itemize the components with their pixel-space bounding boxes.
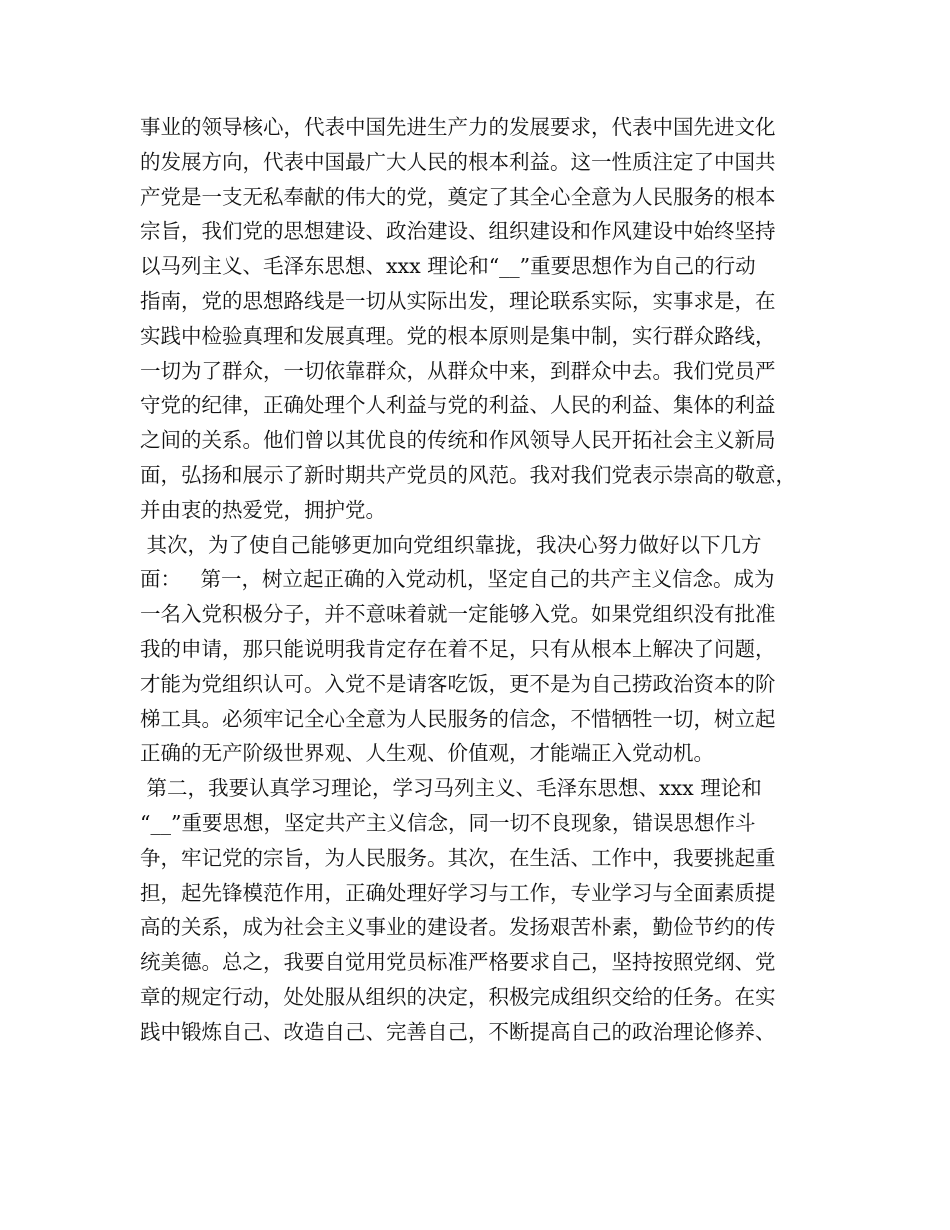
text-line: 高的关系，成为社会主义事业的建设者。发扬艰苦朴素，勤俭节约的传 (140, 915, 776, 940)
text-line: 面，弘扬和展示了新时期共产党员的风范。我对我们党表示崇高的敬意， (140, 462, 796, 487)
body-text (140, 110, 820, 1050)
text-line: 事业的领导核心，代表中国先进生产力的发展要求，代表中国先进文化 (140, 115, 776, 139)
text-line: 宗旨，我们党的思想建设、政治建设、组织建设和作风建设中始终坚持 (140, 219, 776, 244)
text-line: 并由衷的热爱党，拥护党。 (140, 497, 386, 522)
text-line: 正确的无产阶级世界观、人生观、价值观，才能端正入党动机。 (140, 741, 714, 766)
text-line: 产党是一支无私奉献的伟大的党，奠定了其全心全意为人民服务的根本 (140, 184, 776, 209)
text-line: 守党的纪律，正确处理个人利益与党的利益、人民的利益、集体的利益 (140, 393, 776, 418)
text-line: 争，牢记党的宗旨，为人民服务。其次，在生活、工作中，我要挑起重 (140, 845, 776, 870)
text-line: 章的规定行动，处处服从组织的决定，积极完成组织交给的任务。在实 (140, 984, 776, 1009)
text-line: 之间的关系。他们曾以其优良的传统和作风领导人民开拓社会主义新局 (140, 428, 776, 453)
text-line: 一名入党积极分子，并不意味着就一定能够入党。如果党组织没有批准 (140, 602, 776, 627)
text-line: 担，起先锋模范作用，正确处理好学习与工作，专业学习与全面素质提 (140, 880, 776, 905)
text-line: “__”重要思想，坚定共产主义信念，同一切不良现象，错误思想作斗 (140, 810, 756, 835)
text-line: 才能为党组织认可。入党不是请客吃饭，更不是为自己捞政治资本的阶 (140, 671, 776, 696)
text-line: 统美德。总之，我要自觉用党员标准严格要求自己，坚持按照党纲、党 (140, 950, 776, 975)
text-line: 指南，党的思想路线是一切从实际出发，理论联系实际，实事求是，在 (140, 288, 776, 313)
text-line: 第二，我要认真学习理论，学习马列主义、毛泽东思想、xxx 理论和 (140, 776, 762, 801)
text-line: 我的申请，那只能说明我肯定存在着不足，只有从根本上解决了问题， (140, 636, 776, 661)
text-line: 实践中检验真理和发展真理。党的根本原则是集中制，实行群众路线， (140, 323, 776, 348)
text-line: 面： 第一，树立起正确的入党动机，坚定自己的共产主义信念。成为 (140, 567, 775, 592)
text-line: 践中锻炼自己、改造自己、完善自己，不断提高自己的政治理论修养、 (140, 1019, 776, 1044)
text-line: 以马列主义、毛泽东思想、xxx 理论和“__”重要思想作为自己的行动 (140, 254, 756, 279)
text-line: 一切为了群众，一切依靠群众，从群众中来，到群众中去。我们党员严 (140, 358, 776, 383)
text-line: 梯工具。必须牢记全心全意为人民服务的信念，不惜牺牲一切，树立起 (140, 706, 776, 731)
text-line: 的发展方向，代表中国最广大人民的根本利益。这一性质注定了中国共 (140, 149, 776, 174)
text-line: 其次，为了使自己能够更加向党组织靠拢，我决心努力做好以下几方 (140, 532, 762, 557)
